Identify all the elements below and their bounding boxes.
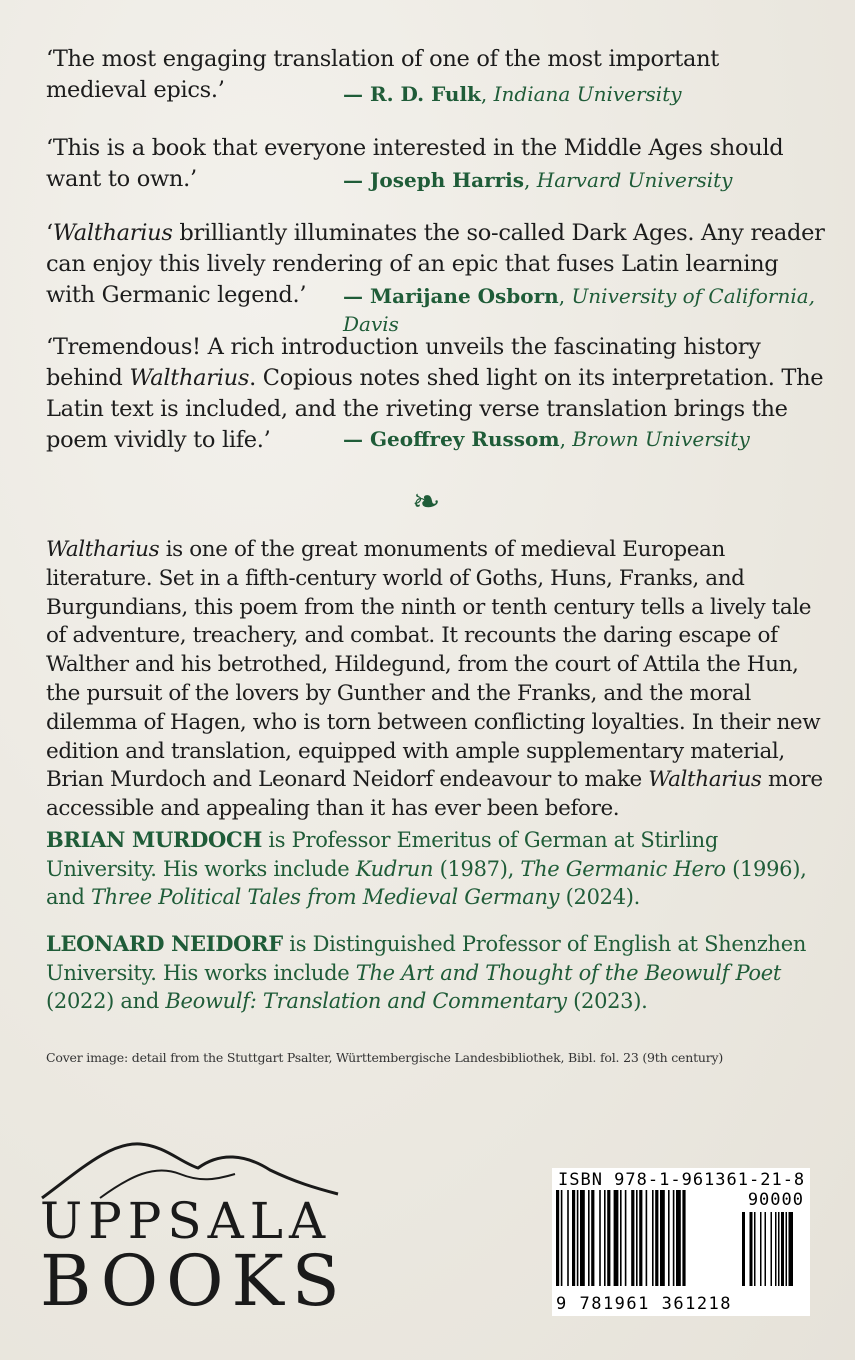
isbn-text: ISBN 978-1-961361-21-8 [558,1170,806,1190]
publisher-name-line1: UPPSALA [40,1192,332,1250]
barcode-bars [556,1190,806,1290]
barcode [552,1168,810,1316]
addon-bar [789,1212,794,1286]
quote-3-attribution: — Marijane Osborn, University of California, Davis [343,284,816,336]
barcode-bar [561,1190,563,1286]
addon-bar [781,1212,784,1286]
addon-bar [778,1212,780,1286]
barcode-bar [577,1190,579,1286]
addon-bar [742,1212,745,1286]
author-name-murdoch: BRIAN MURDOCH [46,827,262,852]
barcode-bar [572,1190,575,1286]
barcode-bar [631,1190,634,1286]
barcode-bar [636,1190,638,1286]
barcode-bar [646,1190,648,1286]
ean-digits: 9 781961 361218 [556,1294,733,1314]
addon-bar [754,1212,756,1286]
barcode-bar [676,1190,681,1286]
barcode-bar [556,1190,559,1286]
addon-bar [775,1212,777,1286]
cover-image-caption: Cover image: detail from the Stuttgart Psalter, Württembergische Landesbibliothek, Bibl. fol. 23 (9th century) [46,1050,724,1065]
barcode-bar [673,1190,675,1286]
barcode-bar [652,1190,654,1286]
quote-3-affiliation: University of California, Davis [343,284,816,336]
barcode-bar [580,1190,585,1286]
addon-bar [771,1212,773,1286]
quote-4-name: Geoffrey Russom [369,427,560,451]
quote-4-title: Waltharius [129,365,250,391]
quote-3-text: brilliantly illuminates the so-called Dark Ages. Any reader can enjoy this lively rendering of an epic that fuses Latin learning with Germanic legend.’ [46,220,825,308]
quote-4-attribution: — Geoffrey Russom, Brown University [343,427,750,451]
barcode-bar [599,1190,601,1286]
addon-bar [760,1212,762,1286]
addon-bar [786,1212,788,1286]
quote-3: ‘Waltharius brilliantly illuminates the so-called Dark Ages. Any reader can enjoy this lively rendering of an epic that fuses Latin learning with Germanic legend.’ [46,220,825,308]
barcode-bar [607,1190,610,1286]
quote-4-text: ‘Tremendous! A rich introduction unveils the fascinating history behind [46,334,761,391]
quote-4-affiliation: Brown University [572,427,750,451]
quote-2-name: Joseph Harris [369,168,525,192]
quote-3-name: Marijane Osborn [369,284,559,308]
addon-bar [750,1212,753,1286]
quote-2-attribution: — Joseph Harris, Harvard University [343,168,733,192]
quote-2-affiliation: Harvard University [536,168,733,192]
quote-1-text: ‘The most engaging translation of one of the most important medieval epics.’ [46,46,720,103]
barcode-bar [614,1190,619,1286]
author-name-neidorf: LEONARD NEIDORF [46,931,283,956]
barcode-bar [604,1190,606,1286]
barcode-bar [620,1190,622,1286]
barcode-bar [639,1190,642,1286]
barcode-bar [591,1190,594,1286]
quote-2-text: ‘This is a book that everyone interested in the Middle Ages should want to own.’ [46,135,784,192]
author-bio-neidorf: LEONARD NEIDORF is Distinguished Professor of English at Shenzhen University. His works include The Art and Thought of the Beowulf Poet (2022) and Beowulf: Translation and Commentary (2023). [46,931,807,1013]
quote-3-title: Waltharius [52,220,173,246]
price-addon-text: 90000 [747,1190,804,1210]
publisher-name-line2: BOOKS [40,1240,348,1322]
barcode-bar [588,1190,590,1286]
quote-1-attribution: — R. D. Fulk, Indiana University [343,82,682,106]
quote-1-name: R. D. Fulk [369,82,481,106]
barcode-bar [660,1190,665,1286]
author-bio-murdoch: BRIAN MURDOCH is Professor Emeritus of German at Stirling University. His works include Kudrun (1987), The Germanic Hero (1996), and Three Political Tales from Medieval Germany (2024). [46,827,807,909]
description-paragraph: Waltharius is one of the great monuments of medieval European literature. Set in a fifth-century world of Goths, Huns, Franks, and Burgundians, this poem from the ninth or tenth century tells a lively tale of adventure, treachery, and combat. It recounts the daring escape of Walther and his betrothed, Hildegund, from the court of Attila the Hun, the pursuit of the lovers by Gunther and the Franks, and the moral dilemma of Hagen, who is torn between conflicting loyalties. In their new edition and translation, equipped with ample supplementary material, Brian Murdoch and Leonard Neidorf endeavour to make Waltharius more accessible and appealing than it has ever been before. [46,537,823,822]
barcode-bar [567,1190,569,1286]
barcode-bar [682,1190,685,1286]
addon-bar [765,1212,767,1286]
barcode-bar [655,1190,658,1286]
quote-4-text-2: . Copious notes shed light on its interpretation. The Latin text is included, and the riveting verse translation brings the poem vividly to life.’ [46,365,824,453]
fleuron-ornament: ❧ [412,482,441,522]
barcode-bar [625,1190,627,1286]
description-title: Waltharius [46,537,160,562]
quote-1-affiliation: Indiana University [493,82,682,106]
barcode-bar [668,1190,670,1286]
